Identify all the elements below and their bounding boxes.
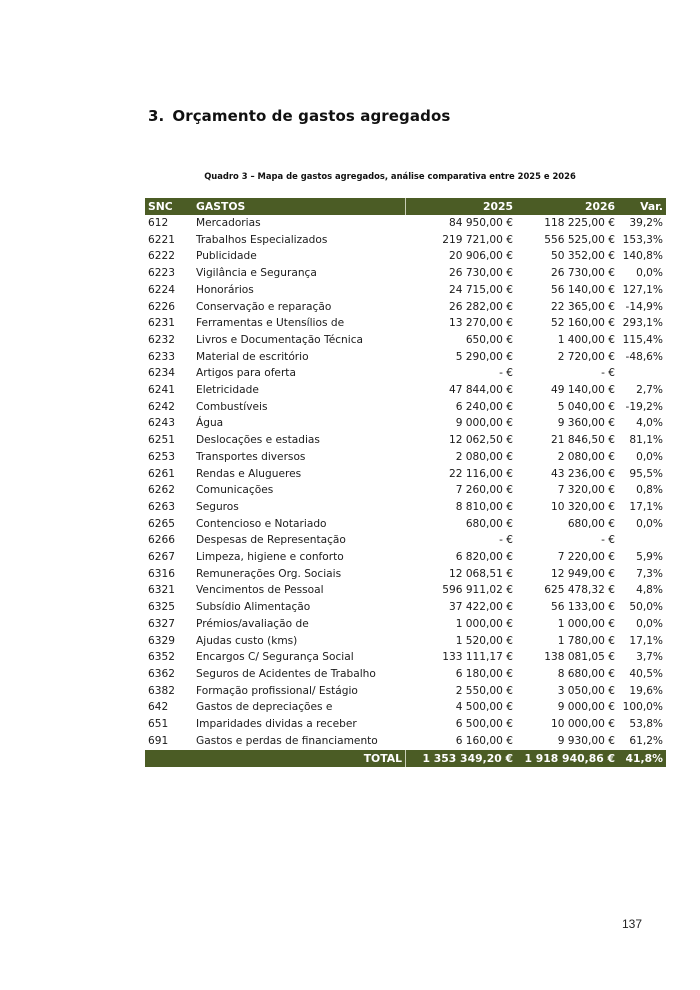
cell-description: Despesas de Representação xyxy=(196,534,346,547)
header-variation: Var. xyxy=(618,198,666,215)
cell-description: Deslocações e estadias xyxy=(196,434,320,447)
cell-year2: 9 360,00 € xyxy=(557,417,615,430)
header-year1: 2025 xyxy=(406,198,517,215)
cell-snc: 6261 xyxy=(148,467,175,480)
cell-year1: 6 160,00 € xyxy=(455,734,513,747)
cell-year1: 650,00 € xyxy=(465,333,513,346)
cell-year1: 6 820,00 € xyxy=(455,551,513,564)
cell-year2: 10 000,00 € xyxy=(550,718,615,731)
table-row xyxy=(145,633,666,650)
cell-year1: 26 730,00 € xyxy=(448,267,513,280)
table-row xyxy=(145,599,666,616)
cell-description: Contencioso e Notariado xyxy=(196,517,327,530)
cell-year1: 13 270,00 € xyxy=(448,317,513,330)
table-body xyxy=(145,215,666,750)
cell-snc: 6362 xyxy=(148,667,175,680)
table-row xyxy=(145,449,666,466)
cell-description: Eletricidade xyxy=(196,384,259,397)
cell-year2: 5 040,00 € xyxy=(557,400,615,413)
table-row xyxy=(145,282,666,299)
cell-year2: 21 846,50 € xyxy=(550,434,615,447)
cell-year2: 1 400,00 € xyxy=(557,333,615,346)
cell-snc: 6329 xyxy=(148,634,175,647)
cell-snc: 612 xyxy=(148,217,169,229)
table-row xyxy=(145,232,666,249)
cell-variation: 0,8% xyxy=(636,484,663,497)
cell-snc: 6327 xyxy=(148,617,175,630)
table-row xyxy=(145,532,666,549)
cell-variation: 153,3% xyxy=(622,233,663,246)
table-row xyxy=(145,248,666,265)
cell-year2: 556 525,00 € xyxy=(544,233,615,246)
cell-year2: 680,00 € xyxy=(567,517,615,530)
section-title xyxy=(148,107,450,125)
cell-description: Remunerações Org. Sociais xyxy=(196,567,342,580)
cell-year1: 4 500,00 € xyxy=(455,701,513,714)
cell-description: Limpeza, higiene e conforto xyxy=(196,551,344,564)
cell-year1: 20 906,00 € xyxy=(448,250,513,263)
cell-description: Água xyxy=(196,417,224,430)
table-row xyxy=(145,566,666,583)
cell-snc: 6321 xyxy=(148,584,175,597)
cell-year2: 2 720,00 € xyxy=(557,350,615,363)
cell-snc: 6222 xyxy=(148,250,175,263)
table-row xyxy=(145,466,666,483)
cell-year1: - € xyxy=(499,534,513,547)
table-row xyxy=(145,265,666,282)
section-title-text: Orçamento de gastos agregados xyxy=(172,107,451,125)
cell-variation xyxy=(618,532,666,549)
cell-variation: 0,0% xyxy=(636,517,663,530)
cell-description: Mercadorias xyxy=(196,217,261,229)
cell-snc: 6251 xyxy=(148,434,175,447)
cell-year1: - € xyxy=(499,367,513,380)
cell-year1: 6 180,00 € xyxy=(455,667,513,680)
cell-variation: 0,0% xyxy=(636,617,663,630)
cell-snc: 6243 xyxy=(148,417,175,430)
cell-variation: -14,9% xyxy=(625,300,663,313)
cell-variation: 39,2% xyxy=(629,217,663,229)
table-row xyxy=(145,516,666,533)
cell-year1: 22 116,00 € xyxy=(448,467,513,480)
cell-description: Artigos para oferta xyxy=(196,367,296,380)
cell-year2: 10 320,00 € xyxy=(550,500,615,513)
cell-year1: 6 240,00 € xyxy=(455,400,513,413)
total-year2: 1 918 940,86 € xyxy=(516,750,618,767)
cell-description: Vencimentos de Pessoal xyxy=(196,584,324,597)
cell-year2: 1 000,00 € xyxy=(557,617,615,630)
cell-description: Imparidades dividas a receber xyxy=(196,718,357,731)
cell-variation: 115,4% xyxy=(622,333,663,346)
total-label: TOTAL xyxy=(145,750,406,767)
cell-year2: 9 930,00 € xyxy=(557,734,615,747)
cell-snc: 691 xyxy=(148,734,169,747)
total-variation: 41,8% xyxy=(618,750,666,767)
cell-year1: 1 000,00 € xyxy=(455,617,513,630)
cell-description: Seguros xyxy=(196,500,239,513)
cell-year1: 26 282,00 € xyxy=(448,300,513,313)
cell-snc: 6265 xyxy=(148,517,175,530)
cell-year1: 12 062,50 € xyxy=(448,434,513,447)
cell-year1: 37 422,00 € xyxy=(448,601,513,614)
cell-description: Ajudas custo (kms) xyxy=(196,634,298,647)
cell-variation: 0,0% xyxy=(636,267,663,280)
cell-year2: 9 000,00 € xyxy=(557,701,615,714)
cell-snc: 6352 xyxy=(148,651,175,664)
cell-snc: 6241 xyxy=(148,384,175,397)
cell-year1: 2 080,00 € xyxy=(455,450,513,463)
cell-description: Gastos de depreciações e xyxy=(196,701,333,714)
table-row xyxy=(145,482,666,499)
cell-snc: 651 xyxy=(148,718,169,731)
cell-year1: 680,00 € xyxy=(465,517,513,530)
cell-snc: 6234 xyxy=(148,367,175,380)
cell-description: Comunicações xyxy=(196,484,274,497)
table-row xyxy=(145,666,666,683)
cell-year2: 12 949,00 € xyxy=(550,567,615,580)
cell-variation: 19,6% xyxy=(629,684,663,697)
table-row xyxy=(145,649,666,666)
header-description: GASTOS xyxy=(193,198,406,215)
table-row xyxy=(145,499,666,516)
cell-snc: 6223 xyxy=(148,267,175,280)
cell-variation: 100,0% xyxy=(622,701,663,714)
cell-variation: -19,2% xyxy=(625,400,663,413)
table-row xyxy=(145,582,666,599)
cell-variation: 40,5% xyxy=(629,667,663,680)
cell-description: Honorários xyxy=(196,283,254,296)
cell-description: Gastos e perdas de financiamento xyxy=(196,734,378,747)
cell-year2: 22 365,00 € xyxy=(550,300,615,313)
cell-snc: 6262 xyxy=(148,484,175,497)
cell-variation: 127,1% xyxy=(622,283,663,296)
table-row xyxy=(145,365,666,382)
table-row xyxy=(145,349,666,366)
cell-variation xyxy=(618,365,666,382)
table-row xyxy=(145,415,666,432)
cell-year1: 133 111,17 € xyxy=(442,651,513,664)
cell-year1: 9 000,00 € xyxy=(455,417,513,430)
cell-snc: 6263 xyxy=(148,500,175,513)
table-row xyxy=(145,733,666,750)
cell-snc: 6242 xyxy=(148,400,175,413)
cell-description: Vigilância e Segurança xyxy=(196,267,317,280)
cell-description: Rendas e Alugueres xyxy=(196,467,302,480)
cell-year2: 7 220,00 € xyxy=(557,551,615,564)
cell-year2: 56 140,00 € xyxy=(550,283,615,296)
cell-variation: 7,3% xyxy=(636,567,663,580)
cell-year1: 84 950,00 € xyxy=(448,217,513,229)
cell-year2: 1 780,00 € xyxy=(557,634,615,647)
cell-year2: - € xyxy=(601,534,615,547)
cell-description: Conservação e reparação xyxy=(196,300,332,313)
cell-year2: 625 478,32 € xyxy=(544,584,615,597)
cell-year2: 43 236,00 € xyxy=(550,467,615,480)
cell-year2: 49 140,00 € xyxy=(550,384,615,397)
cell-year2: 7 320,00 € xyxy=(557,484,615,497)
cell-snc: 6233 xyxy=(148,350,175,363)
cell-description: Publicidade xyxy=(196,250,257,263)
cell-snc: 6266 xyxy=(148,534,175,547)
cell-variation: 53,8% xyxy=(629,718,663,731)
table-row xyxy=(145,332,666,349)
cell-year1: 596 911,02 € xyxy=(442,584,513,597)
cell-variation: 50,0% xyxy=(629,601,663,614)
page-number: 137 xyxy=(622,917,643,931)
expenses-table xyxy=(145,198,667,767)
table-total-row xyxy=(145,750,666,767)
cell-variation: 81,1% xyxy=(629,434,663,447)
cell-year1: 1 520,00 € xyxy=(455,634,513,647)
total-year1: 1 353 349,20 € xyxy=(406,750,517,767)
table-row xyxy=(145,699,666,716)
cell-variation: 2,7% xyxy=(636,384,663,397)
cell-snc: 6316 xyxy=(148,567,175,580)
cell-snc: 6231 xyxy=(148,317,175,330)
cell-year1: 6 500,00 € xyxy=(455,718,513,731)
cell-description: Seguros de Acidentes de Trabalho xyxy=(196,667,376,680)
table-row xyxy=(145,716,666,733)
table-row xyxy=(145,683,666,700)
cell-snc: 6382 xyxy=(148,684,175,697)
cell-snc: 6226 xyxy=(148,300,175,313)
cell-year1: 47 844,00 € xyxy=(448,384,513,397)
cell-snc: 6253 xyxy=(148,450,175,463)
cell-year1: 5 290,00 € xyxy=(455,350,513,363)
cell-snc: 6221 xyxy=(148,233,175,246)
cell-description: Subsídio Alimentação xyxy=(196,601,311,614)
cell-year2: 138 081,05 € xyxy=(544,651,615,664)
cell-year2: 3 050,00 € xyxy=(557,684,615,697)
cell-description: Formação profissional/ Estágio xyxy=(196,684,358,697)
cell-variation: 140,8% xyxy=(622,250,663,263)
cell-variation: 4,0% xyxy=(636,417,663,430)
cell-year2: 118 225,00 € xyxy=(544,217,615,229)
cell-description: Material de escritório xyxy=(196,350,309,363)
cell-snc: 642 xyxy=(148,701,169,714)
cell-description: Prémios/avaliação de xyxy=(196,617,309,630)
cell-variation: 0,0% xyxy=(636,450,663,463)
table-row xyxy=(145,215,666,232)
table-row xyxy=(145,382,666,399)
cell-year2: 50 352,00 € xyxy=(550,250,615,263)
table-row xyxy=(145,399,666,416)
cell-year2: 26 730,00 € xyxy=(550,267,615,280)
cell-description: Transportes diversos xyxy=(196,450,306,463)
cell-year2: 2 080,00 € xyxy=(557,450,615,463)
cell-description: Encargos C/ Segurança Social xyxy=(196,651,354,664)
cell-variation: 17,1% xyxy=(629,634,663,647)
cell-snc: 6325 xyxy=(148,601,175,614)
section-number: 3. xyxy=(148,107,165,125)
header-snc: SNC xyxy=(145,198,193,215)
cell-description: Trabalhos Especializados xyxy=(196,233,328,246)
cell-description: Ferramentas e Utensílios de xyxy=(196,317,345,330)
table-row xyxy=(145,299,666,316)
cell-year2: 52 160,00 € xyxy=(550,317,615,330)
cell-variation: -48,6% xyxy=(625,350,663,363)
cell-variation: 95,5% xyxy=(629,467,663,480)
cell-year1: 7 260,00 € xyxy=(455,484,513,497)
cell-description: Livros e Documentação Técnica xyxy=(196,333,364,346)
cell-year1: 12 068,51 € xyxy=(448,567,513,580)
cell-year1: 24 715,00 € xyxy=(448,283,513,296)
header-year2: 2026 xyxy=(516,198,618,215)
table-header-row xyxy=(145,198,666,215)
cell-year1: 2 550,00 € xyxy=(455,684,513,697)
table-caption: Quadro 3 – Mapa de gastos agregados, análise comparativa entre 2025 e 2026 xyxy=(204,171,576,181)
cell-variation: 3,7% xyxy=(636,651,663,664)
cell-variation: 17,1% xyxy=(629,500,663,513)
cell-description: Combustíveis xyxy=(196,400,268,413)
table-row xyxy=(145,616,666,633)
cell-snc: 6232 xyxy=(148,333,175,346)
table-row xyxy=(145,549,666,566)
table-row xyxy=(145,315,666,332)
cell-variation: 61,2% xyxy=(629,734,663,747)
cell-variation: 4,8% xyxy=(636,584,663,597)
cell-year1: 8 810,00 € xyxy=(455,500,513,513)
cell-year1: 219 721,00 € xyxy=(442,233,513,246)
cell-variation: 5,9% xyxy=(636,551,663,564)
cell-snc: 6224 xyxy=(148,283,175,296)
cell-year2: 8 680,00 € xyxy=(557,667,615,680)
cell-snc: 6267 xyxy=(148,551,175,564)
cell-year2: 56 133,00 € xyxy=(550,601,615,614)
table-row xyxy=(145,432,666,449)
cell-variation: 293,1% xyxy=(622,317,663,330)
cell-year2: - € xyxy=(601,367,615,380)
